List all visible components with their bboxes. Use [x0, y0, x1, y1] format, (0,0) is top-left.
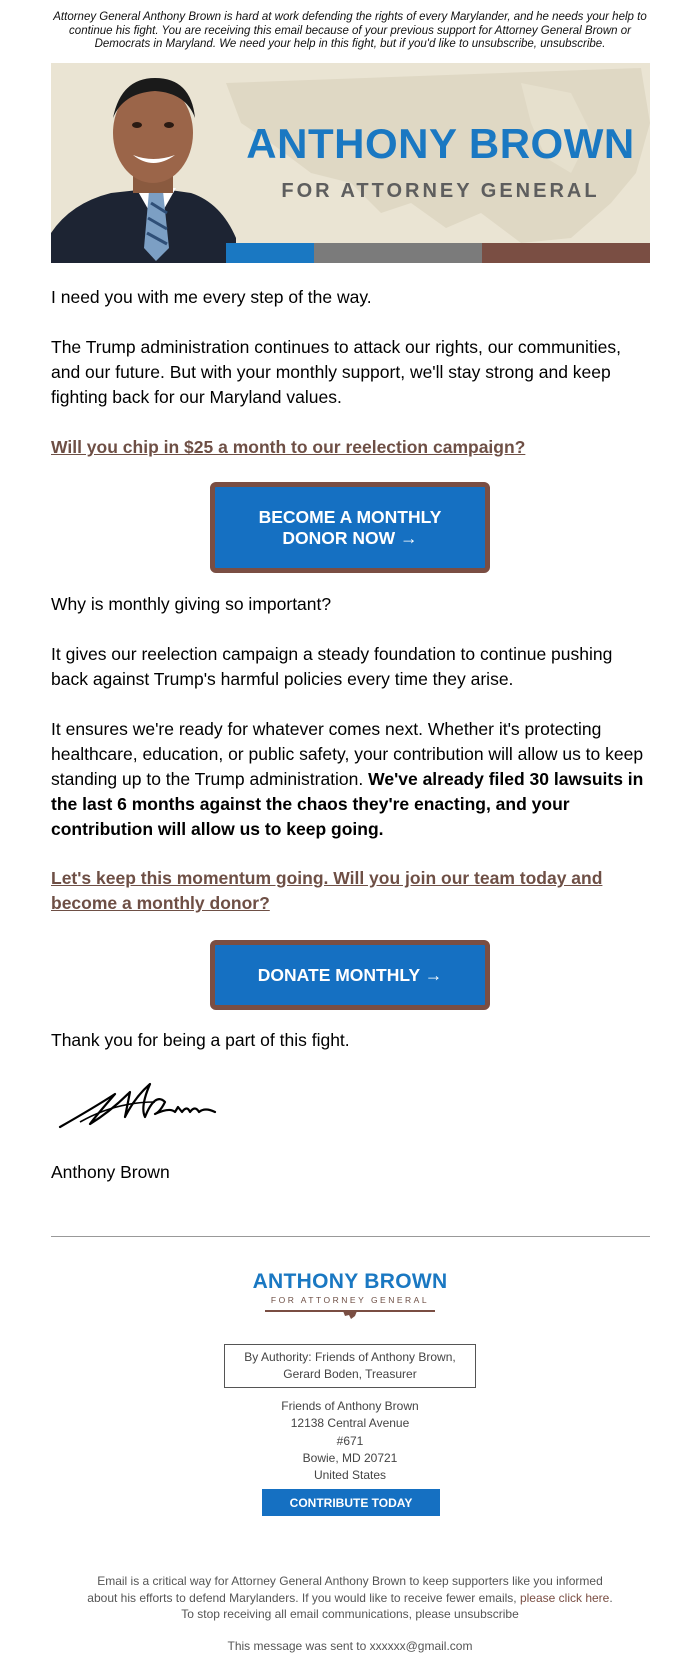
hero-subtitle: FOR ATTORNEY GENERAL [281, 180, 600, 202]
candidate-portrait [51, 63, 281, 263]
footer-divider [51, 1236, 650, 1237]
mailing-address [200, 1398, 500, 1484]
hero-banner [51, 63, 650, 263]
paragraph-intro: I need you with me every step of the way. [51, 287, 372, 307]
email-preferences-note: Email is a critical way for Attorney General Anthony Brown to keep supporters like you informed about his efforts to defend Marylanders. If you would like to receive fewer emails, please click here. To stop receiving all email communications, please unsubscribe [60, 1573, 640, 1623]
address-line: 12138 Central Avenue [290, 1416, 410, 1431]
become-monthly-donor-button[interactable] [210, 482, 490, 573]
hero-title: ANTHONY BROWN [246, 120, 635, 167]
paragraph-foundation: It gives our reelection campaign a steady foundation to continue pushing back against Trump's harmful policies every time they arise. [51, 644, 613, 689]
fewer-emails-link[interactable]: please click here [519, 1590, 610, 1605]
address-line: Friends of Anthony Brown [281, 1399, 419, 1413]
paragraph-thanks: Thank you for being a part of this fight. [51, 1030, 350, 1050]
authority-line-2: Gerard Boden, Treasurer [283, 1367, 417, 1381]
join-team-link[interactable]: Let's keep this momentum going. Will you join our team today and become a monthly donor? [51, 868, 603, 913]
bar-blue [226, 243, 314, 263]
signature-image [55, 1072, 240, 1137]
signer-name: Anthony Brown [51, 1162, 170, 1182]
chip-in-link[interactable]: Will you chip in $25 a month to our reelection campaign? [51, 437, 526, 457]
bar-brown [482, 243, 650, 263]
footer-logo-subtitle: FOR ATTORNEY GENERAL [270, 1295, 430, 1305]
paragraph-ready-text: It ensures we're ready for whatever comes next. Whether it's protecting healthcare, education, or public safety, your contribution will allow us to keep standing up to the Trump administration. [51, 719, 644, 789]
note-line-2: about his efforts to defend Marylanders. If you would like to receive fewer emails, [87, 1590, 517, 1605]
footer-logo-name: ANTHONY BROWN [252, 1270, 448, 1293]
donate-monthly-label: DONATE MONTHLY → [257, 964, 443, 985]
donate-monthly-button[interactable] [210, 940, 490, 1010]
contribute-today-button[interactable]: CONTRIBUTE TODAY [262, 1489, 440, 1516]
recipient-email: xxxxxx@gmail.com [369, 1639, 473, 1653]
sent-to-text: This message was sent to [227, 1639, 367, 1653]
note-line-3: To stop receiving all email communications, please unsubscribe [181, 1607, 519, 1621]
paragraph-ready [51, 717, 651, 842]
bar-gray [314, 243, 482, 263]
authority-line-1: By Authority: Friends of Anthony Brown, [244, 1350, 456, 1364]
paragraph-ready-bold: We've already filed 30 lawsuits in the last 6 months against the chaos they're enacting, and your contribution will allow us to keep going. [51, 769, 644, 839]
note-line-1: Email is a critical way for Attorney General Anthony Brown to keep supporters like you informed [97, 1574, 603, 1588]
authority-box [224, 1344, 476, 1388]
maryland-icon [265, 1307, 435, 1321]
become-monthly-donor-label: BECOME A MONTHLY DONOR NOW → [258, 506, 442, 548]
address-line: Bowie, MD 20721 [302, 1450, 398, 1465]
address-line: United States [313, 1468, 387, 1483]
address-line: #671 [336, 1433, 364, 1448]
paragraph-why: Why is monthly giving so important? [51, 594, 332, 614]
hero-color-bars [51, 243, 650, 263]
paragraph-attack: The Trump administration continues to attack our rights, our communities, and our future. But with your monthly support, we'll stay strong and keep fighting back for our Maryland values. [51, 337, 621, 407]
footer-logo [250, 1270, 450, 1321]
preheader-text: Attorney General Anthony Brown is hard at work defending the rights of every Marylander, and he needs your help to continue his fight. You are receiving this email because of your previous support for Attorney General Brown or Democrats in Maryland. We need your help in this fight, but if you'd like to unsubscribe, unsubscribe. [53, 11, 647, 50]
recipient-line [100, 1639, 600, 1653]
